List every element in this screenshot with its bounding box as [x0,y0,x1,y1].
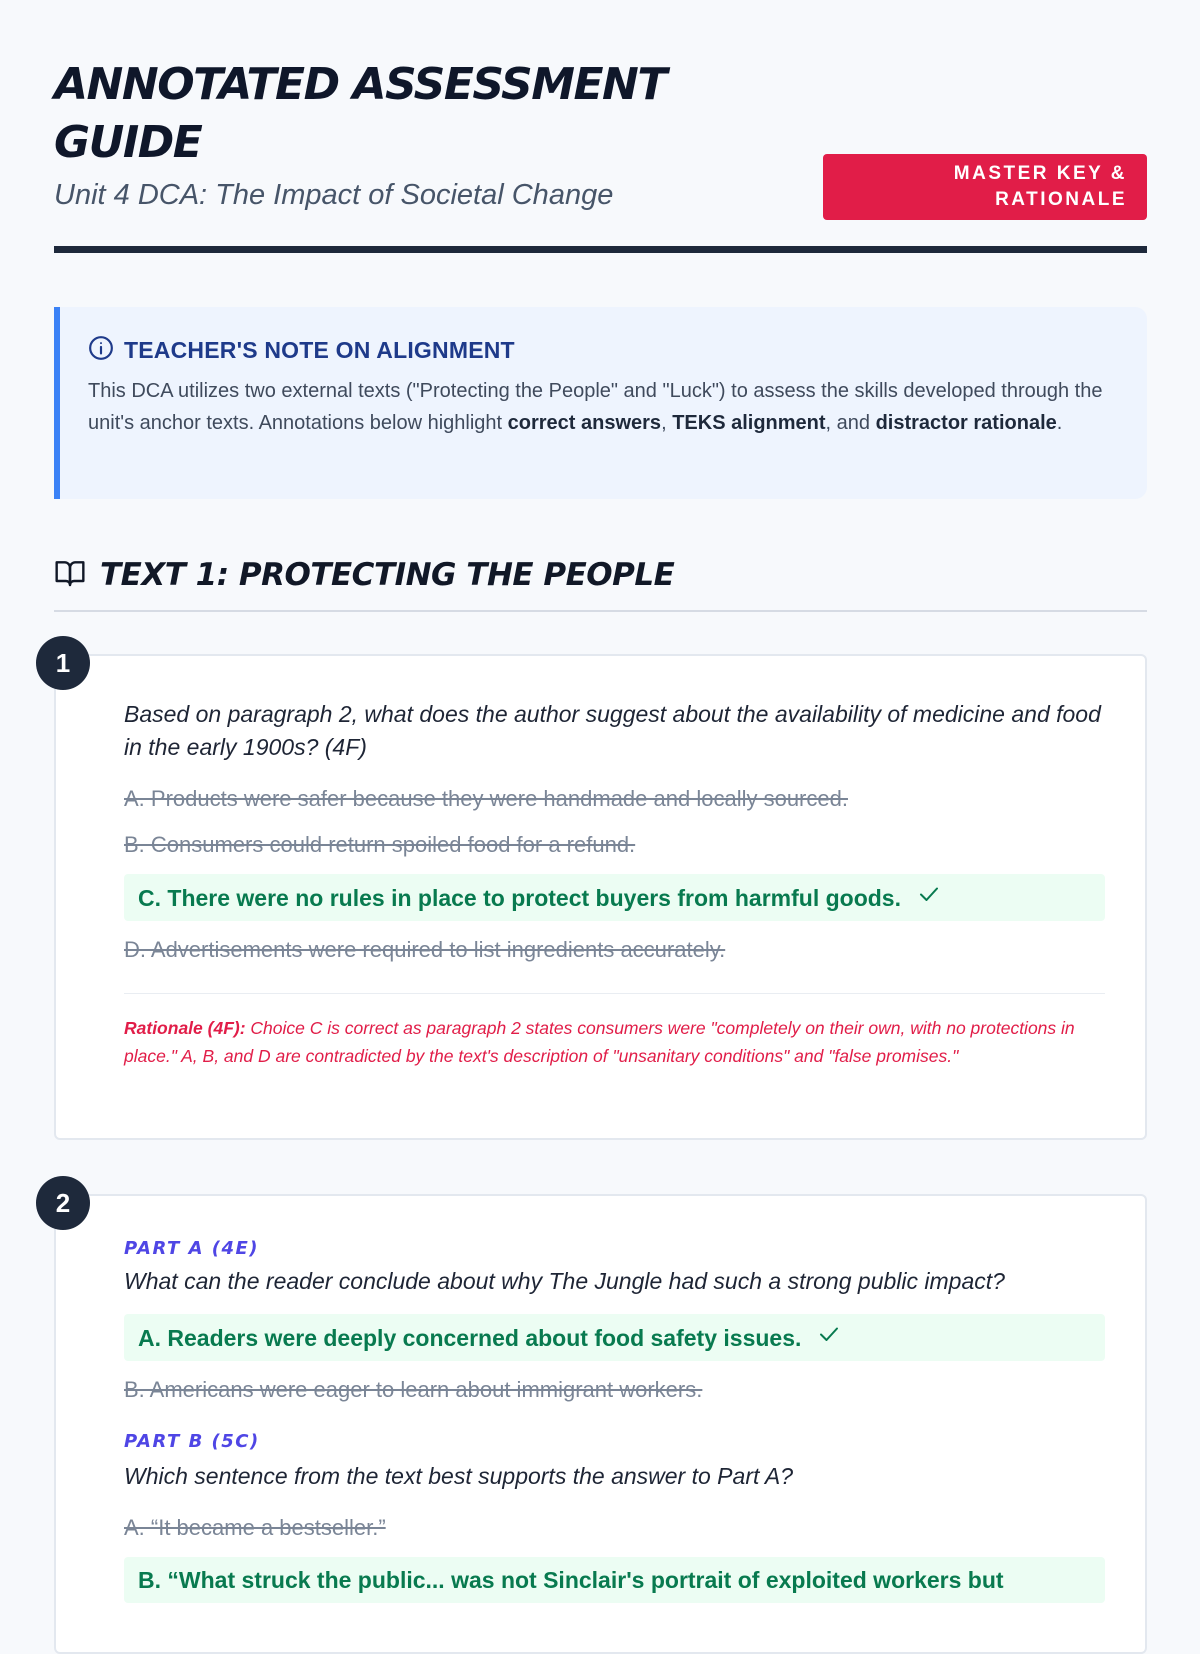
part-a-option-b: B. Americans were eager to learn about immigrant workers. [124,1377,703,1402]
part-a-label: PART A (4E) [124,1238,260,1259]
teacher-note-title: TEACHER'S NOTE ON ALIGNMENT [124,336,515,363]
emphasis-distractor-rationale: distractor rationale [875,412,1057,434]
emphasis-teks-alignment: TEKS alignment [672,412,826,434]
checkmark-icon [817,1322,841,1353]
header-divider [54,246,1147,253]
question-number-badge: 2 [36,1176,90,1230]
info-icon [88,335,114,366]
page-header [54,0,1147,255]
checkmark-icon [917,882,941,913]
part-b-option-b-correct [124,1557,1105,1603]
question-card [54,1188,1147,1654]
answer-option-b: B. Consumers could return spoiled food for a refund. [124,832,636,857]
answer-option-c-correct [124,874,1105,921]
part-b-label: PART B (5C) [124,1431,260,1452]
rationale-label: Rationale (4F): [124,1018,246,1038]
part-a-prompt: What can the reader conclude about why The Jungle had such a strong public impact? [124,1268,1005,1294]
part-b-prompt: Which sentence from the text best supports the answer to Part A? [124,1463,794,1489]
correct-answer-text: C. There were no rules in place to protect buyers from harmful goods. [138,884,901,911]
correct-answer-text: B. “What struck the public... was not Sinclair's portrait of exploited workers but [138,1567,1004,1593]
answer-option-a: A. Products were safer because they were handmade and locally sourced. [124,786,848,811]
teacher-note-header [88,333,1117,367]
question-prompt: Based on paragraph 2, what does the author suggest about the availability of medicine and food in the early 1900s? (4F) [124,701,1101,760]
master-key-badge: MASTER KEY & RATIONALE [823,154,1147,220]
book-open-icon [54,557,86,594]
section-title: TEXT 1: PROTECTING THE PEOPLE [100,557,675,593]
page-title: ANNOTATED ASSESSMENT GUIDE [54,59,666,168]
teacher-note-body: This DCA utilizes two external texts ("Protecting the People" and "Luck") to assess the skills developed through the unit's anchor texts. Annotations below highlight correct answers, TEKS alignment, and distractor rationale. [88,380,1103,434]
correct-answer-text: A. Readers were deeply concerned about food safety issues. [138,1324,802,1351]
part-a-option-a-correct [124,1314,1105,1361]
assessment-guide-page [54,0,1147,1593]
rationale-text: Rationale (4F): Choice C is correct as paragraph 2 states consumers were "completely on their own, with no protections in place." A, B, and D are contradicted by the text's description of "unsanitary conditions" and "false promises." [124,1018,1075,1066]
emphasis-correct-answers: correct answers [507,412,662,434]
rationale-divider [124,993,1105,994]
question-number-badge: 1 [36,636,90,690]
page-subtitle: Unit 4 DCA: The Impact of Societal Change [54,179,614,211]
teacher-note-callout [54,307,1147,499]
section-heading [54,550,1147,612]
question-card [54,648,1147,1140]
part-b-option-a: A. “It became a bestseller.” [124,1515,386,1540]
answer-option-d: D. Advertisements were required to list ingredients accurately. [124,937,726,962]
